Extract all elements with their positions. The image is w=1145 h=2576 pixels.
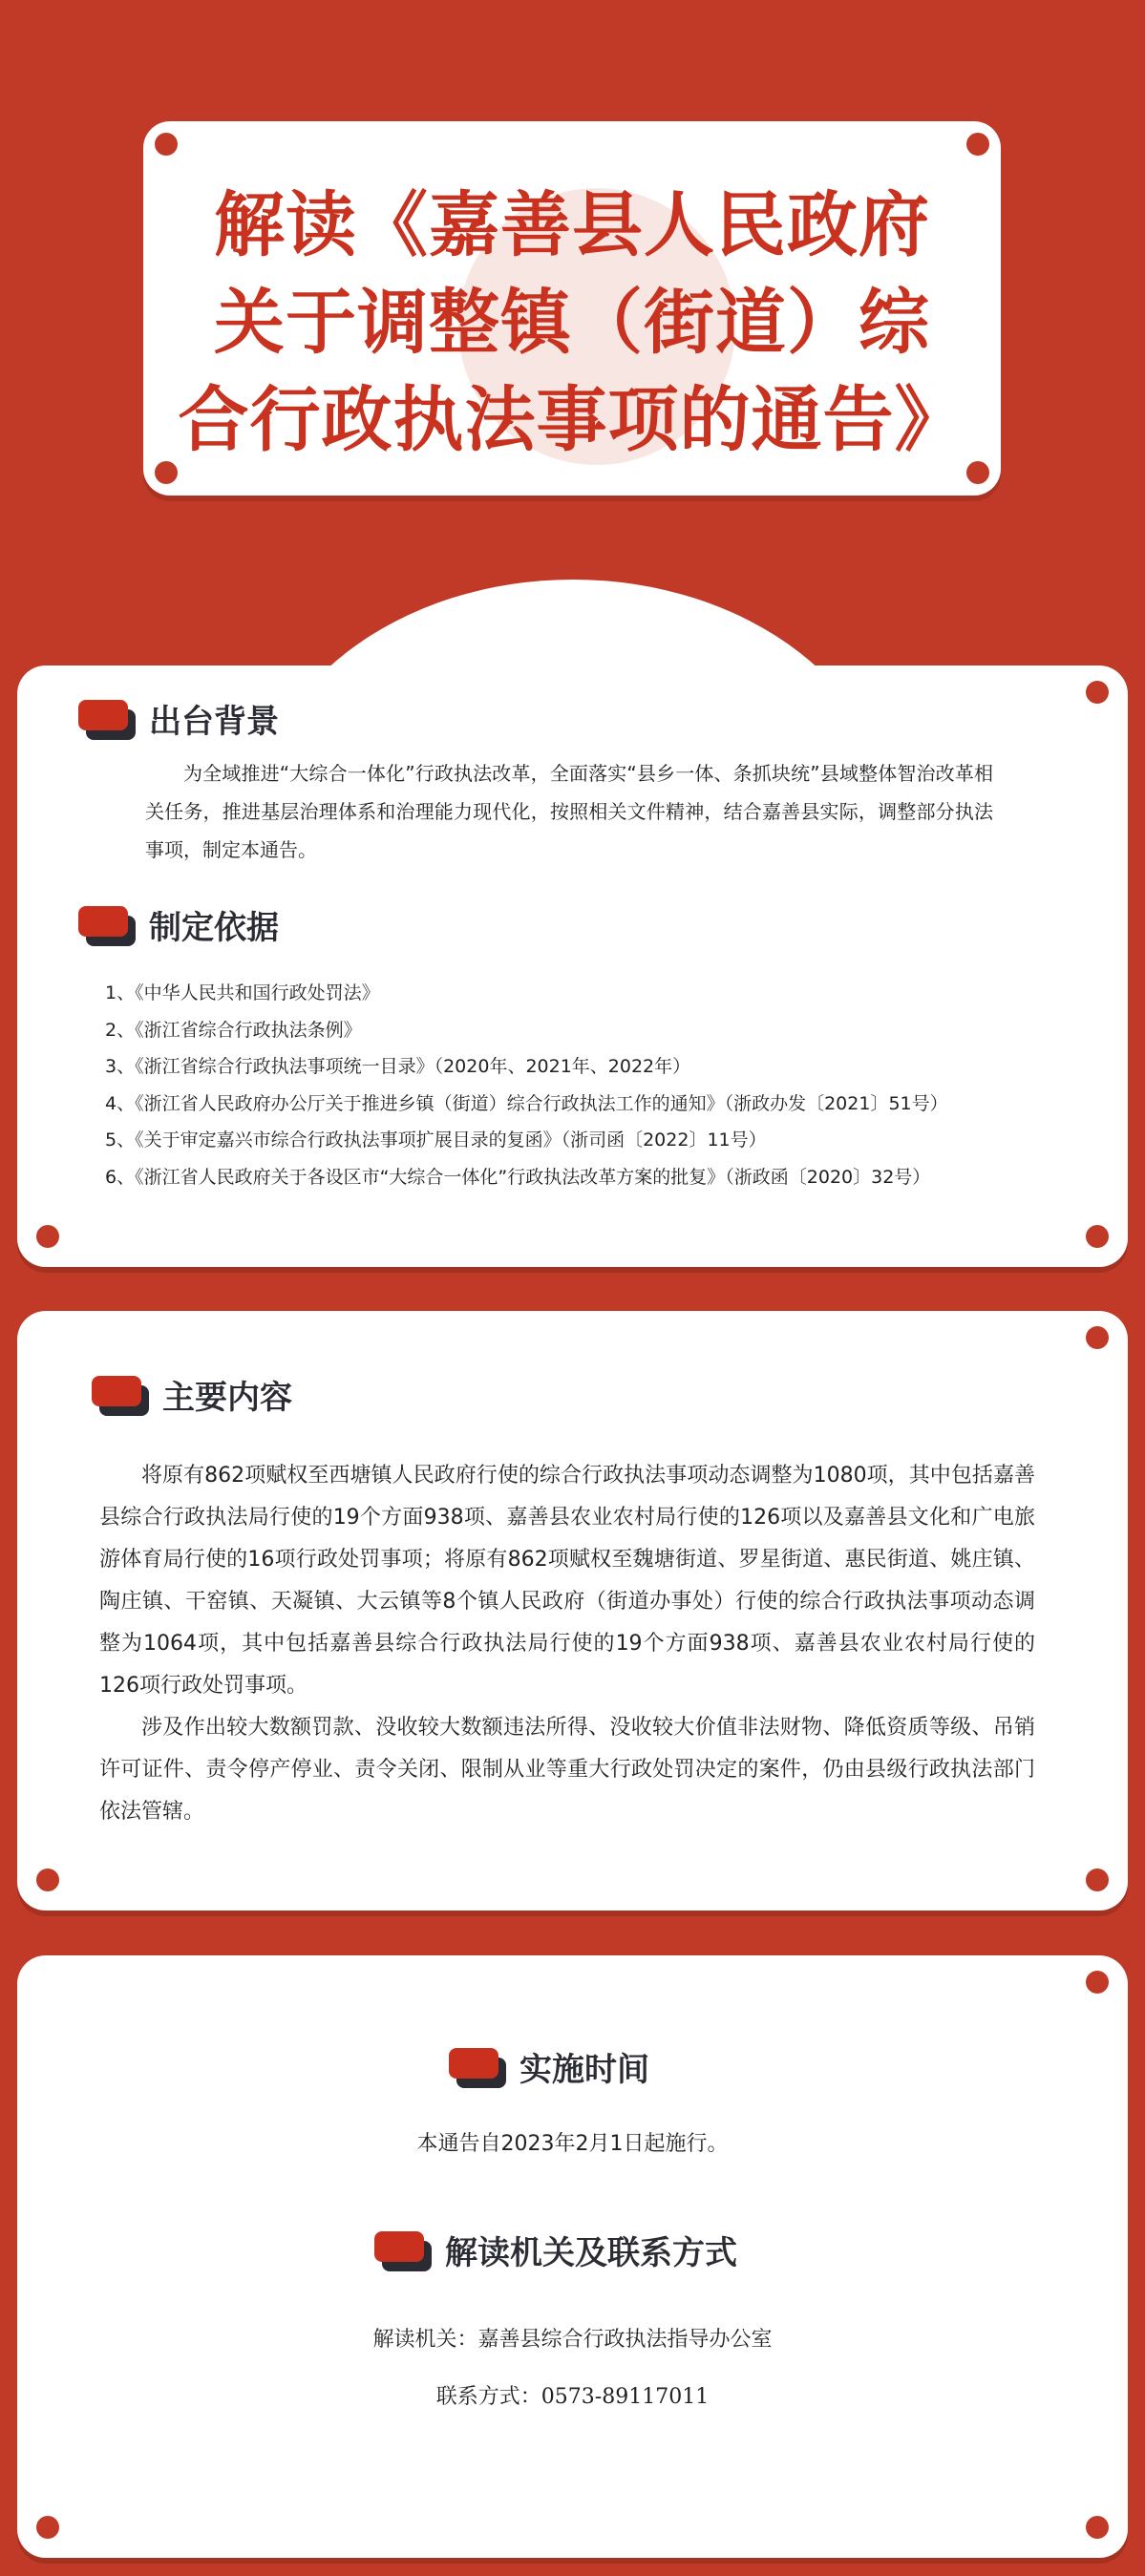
heading-marker-icon xyxy=(374,2231,432,2270)
content-paragraph: 涉及作出较大数额罚款、没收较大数额违法所得、没收较大价值非法财物、降低资质等级、吊销许可证件、责令停产停业、责令关闭、限制从业等重大行政处罚决定的案件，仍由县级行政执法部门依法管辖。 xyxy=(99,1716,1035,1824)
heading-main-content xyxy=(92,1371,292,1418)
heading-text: 解读机关及联系方式 xyxy=(445,2234,737,2272)
contact-phone: 联系方式：0573-89117011 xyxy=(435,2385,710,2409)
content-paragraph: 将原有862项赋权至西塘镇人民政府行使的综合行政执法事项动态调整为1080项，其中包括嘉善县综合行政执法局行使的19个方面938项、嘉善县农业农村局行使的126项以及嘉善县文化和广电旅游体育局行使的16项行政处罚事项；将原有862项赋权至魏塘街道、罗星街道、惠民街道、姚庄镇、陶庄镇、干窑镇、天凝镇、大云镇等8个镇人民政府（街道办事处）行使的综合行政执法事项动态调整为1064项，其中包括嘉善县综合行政执法局行使的19个方面938项、嘉善县农业农村局行使的126项行政处罚事项。 xyxy=(99,1464,1035,1698)
corner-dot xyxy=(155,133,178,156)
corner-dot xyxy=(1086,1971,1109,1994)
corner-dot xyxy=(1086,1225,1109,1248)
background-text: 为全域推进“大综合一体化”行政执法改革，全面落实“县乡一体、条抓块统”县域整体智治改革相关任务，推进基层治理体系和治理能力现代化，按照相关文件精神，结合嘉善县实际，调整部分执法事项，制定本通告。 xyxy=(145,762,993,861)
heading-text: 实施时间 xyxy=(519,2051,649,2089)
title-line: 合行政执法事项的通告》 xyxy=(178,379,966,461)
list-item: 2、《浙江省综合行政执法条例》 xyxy=(105,1019,362,1041)
list-item: 1、《中华人民共和国行政处罚法》 xyxy=(105,982,380,1003)
list-item: 3、《浙江省综合行政执法事项统一目录》（2020年、2021年、2022年） xyxy=(105,1056,691,1077)
contact-org: 解读机关：嘉善县综合行政执法指导办公室 xyxy=(372,2328,773,2352)
list-item: 5、《关于审定嘉兴市综合行政执法事项扩展目录的复函》（浙司函〔2022〕11号） xyxy=(105,1130,767,1151)
corner-dot xyxy=(1086,1326,1109,1349)
heading-text: 主要内容 xyxy=(162,1379,292,1417)
heading-marker-icon xyxy=(78,700,136,738)
implementation-text: 本通告自2023年2月1日起施行。 xyxy=(416,2132,729,2156)
list-item: 4、《浙江省人民政府办公厅关于推进乡镇（街道）综合行政执法工作的通知》（浙政办发〔2021〕51号） xyxy=(105,1092,948,1114)
heading-basis xyxy=(78,901,279,948)
heading-background xyxy=(78,695,279,742)
heading-marker-icon xyxy=(449,2048,506,2086)
corner-dot xyxy=(36,1869,59,1891)
heading-text: 出台背景 xyxy=(149,703,279,741)
corner-dot xyxy=(1086,2516,1109,2539)
page-title xyxy=(143,177,1001,469)
corner-dot xyxy=(36,2516,59,2539)
list-item: 6、《浙江省人民政府关于各设区市“大综合一体化”行政执法改革方案的批复》（浙政函〔2020〕32号） xyxy=(105,1166,931,1188)
corner-dot xyxy=(1086,1869,1109,1891)
heading-marker-icon xyxy=(92,1376,149,1414)
heading-implementation xyxy=(449,2043,649,2090)
corner-dot xyxy=(1086,681,1109,704)
basis-list xyxy=(105,975,948,1195)
heading-marker-icon xyxy=(78,906,136,944)
title-line: 关于调整镇（街道）综 xyxy=(214,282,930,364)
title-line: 解读《嘉善县人民政府 xyxy=(214,184,930,266)
corner-dot xyxy=(966,133,989,156)
heading-text: 制定依据 xyxy=(149,909,279,947)
corner-dot xyxy=(36,1225,59,1248)
heading-contact xyxy=(374,2227,737,2273)
title-card xyxy=(143,121,1001,496)
